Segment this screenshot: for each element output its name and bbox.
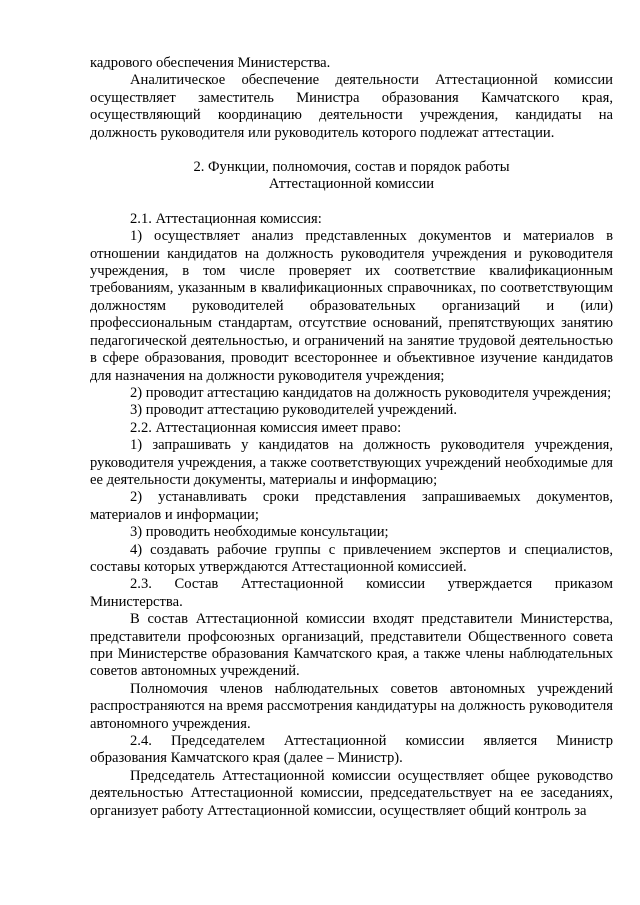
paragraph-2-2-item-1: 1) запрашивать у кандидатов на должность руководителя учреждения, руководителя учреждения, а также соответствующих учреждений необходимые для ее деятельности документы, материалы и информацию; [90, 437, 613, 488]
paragraph-analytics: Аналитическое обеспечение деятельности Аттестационной комиссии осуществляет заместитель Министра образования Камчатского края, осуществляющий координацию деятельности учреждения, кандидаты на должность руководителя или руководитель которого подлежат аттестации. [90, 72, 613, 141]
paragraph-2-1-item-3: 3) проводит аттестацию руководителей учреждений. [130, 402, 458, 419]
paragraph-commission-members: В состав Аттестационной комиссии входят представители Министерства, представители профсоюзных организаций, представители Общественного совета при Министерстве образования Камчатского края, а также члены наблюдательных советов автономных учреждений. [90, 611, 613, 680]
paragraph-2-2: 2.2. Аттестационная комиссия имеет право: [130, 419, 402, 436]
paragraph-2-4: 2.4. Председателем Аттестационной комиссии является Министр образования Камчатского края (далее – Министр). [90, 733, 613, 767]
paragraph-2-3: 2.3. Состав Аттестационной комиссии утверждается приказом Министерства. [90, 576, 613, 610]
paragraph-chairman-duties: Председатель Аттестационной комиссии осуществляет общее руководство деятельностью Аттестационной комиссии, председательствует на ее заседаниях, организует работу Аттестационной комиссии, осуществляет общий контроль за [90, 767, 613, 819]
paragraph-continuation: кадрового обеспечения Министерства. [90, 55, 331, 71]
paragraph-2-1-item-1: 1) осуществляет анализ представленных документов и материалов в отношении кандидатов на должность руководителя учреждения и руководителя учреждения, в том числе проверяет их соответствие квалификационным требованиям, указанным в квалификационных справочниках, по соответствующим должностям руководителей образовательных организаций и (или) профессиональным стандартам, отсутствие оснований, препятствующих занятию педагогической деятельностью, и ограничений на занятие трудовой деятельностью в сфере образования, проводит всестороннее и объективное изучение кандидатов для назначения на должности руководителя учреждения; [90, 228, 613, 384]
paragraph-2-2-item-3: 3) проводить необходимые консультации; [130, 524, 389, 541]
section-heading [90, 159, 613, 194]
document-page [90, 55, 613, 820]
paragraph-2-1-item-2: 2) проводит аттестацию кандидатов на должность руководителя учреждения; [130, 384, 612, 401]
section-body [90, 211, 613, 820]
paragraph-supervisory-powers: Полномочия членов наблюдательных советов автономных учреждений распространяются на время рассмотрения кандидатуры на должность руководителя автономного учреждения. [90, 680, 613, 732]
section-heading-line-2: Аттестационной комиссии [268, 176, 435, 193]
paragraph-2-2-item-2: 2) устанавливать сроки представления запрашиваемых документов, материалов и информации; [90, 489, 613, 523]
paragraph-2-2-item-4: 4) создавать рабочие группы с привлечением экспертов и специалистов, составы которых утверждаются Аттестационной комиссией. [90, 541, 613, 575]
section-heading-line-1: 2. Функции, полномочия, состав и порядок работы [193, 159, 510, 176]
paragraph-2-1: 2.1. Аттестационная комиссия: [130, 210, 322, 227]
